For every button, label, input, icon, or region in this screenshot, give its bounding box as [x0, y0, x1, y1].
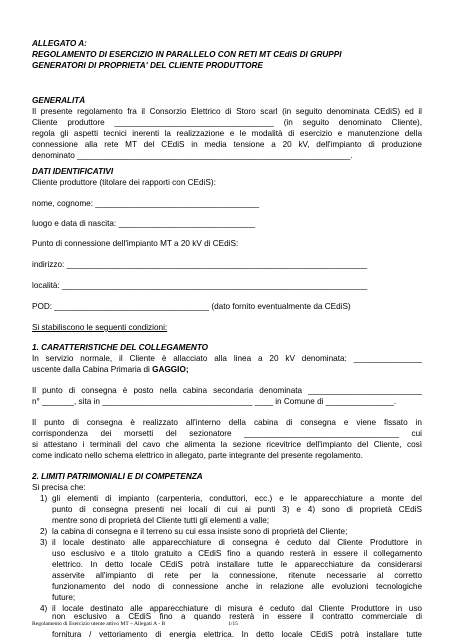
paragraph-line: Si precisa che: [32, 483, 86, 492]
cabina-primaria-name: GAGGIO; [152, 365, 189, 374]
paragraph-line [32, 365, 422, 375]
stabilisce-line [32, 323, 422, 333]
list-item-line: future; [52, 593, 76, 602]
list-item-line: mentre sono di proprietà del Cliente tutti gli elementi a valle; [52, 516, 270, 525]
list-item-line: il locale destinato alle apparecchiature di consegna è ceduto dal Cliente Produttore in [52, 538, 422, 547]
stabilisce-text: Si stabiliscono le seguenti condizioni: [32, 323, 168, 332]
luogo-field: luogo e data di nascita: ______________________________ [32, 219, 256, 228]
paragraph-line: Il presente regolamento fra il Consorzio Elettrico di Storo scarl (in seguito denominata CEdiS) ed il [32, 107, 422, 116]
list-item-line: punto di consegna presenti nei locali di cui ai punti 3) e 4) sono di proprietà CEdiS [52, 505, 422, 514]
section-heading-1: 1. CARATTERISTICHE DEL COLLEGAMENTO [32, 343, 209, 352]
indirizzo-field: indirizzo: __________________________________________________________________ [32, 260, 368, 269]
list-item-line: asservite all'impianto di rete per la connessione, ritenute necessarie al corretto [52, 571, 422, 580]
section-heading-dati: DATI IDENTIFICATIVI [32, 167, 114, 176]
paragraph-line: Il punto di consegna è realizzato all'interno della cabina di consegna e viene fissato in [32, 418, 422, 427]
paragraph-line: regola gli aspetti tecnici inerenti la realizzazione e le modalità di esercizio e manutenzione della [32, 129, 422, 138]
paragraph-line: Il punto di consegna è posto nella cabina secondaria denominata _________________________ [32, 386, 422, 395]
list-item-number: 4) [40, 604, 48, 613]
section-heading-2: 2. LIMITI PATRIMONIALI E DI COMPETENZA [32, 472, 203, 481]
title-line-1: ALLEGATO A: [32, 39, 87, 48]
footer-document-title: Regolamento di Esercizio utente attivo MT – Allegati A - B [32, 621, 166, 627]
list-item-line: gli elementi di impianto (carpenteria, conduttori, ecc.) e le apparecchiature a monte del [52, 494, 422, 503]
list-item-line: la cabina di consegna e il terreno su cui essa insiste sono di proprietà del Cliente; [52, 527, 348, 536]
list-item-line: non esclusivo a CEdiS fino a quando resterà in essere il contratto commerciale di [52, 613, 422, 621]
footer-page-number: 1/15 [228, 621, 238, 627]
section-heading-generalita: GENERALITÀ [32, 96, 86, 105]
cabina-primaria-label: uscente dalla Cabina Primaria di [32, 365, 153, 374]
paragraph-line: corrispondenza dei morsetti del sezionatore __________________________________ cui [32, 429, 422, 438]
list-item-line: fornitura / vettoriamento di energia elettrica. In detto locale CEdiS potrà installare tutte [52, 631, 422, 639]
list-item-number: 2) [40, 527, 48, 536]
nome-field: nome, cognome: ____________________________________ [32, 199, 260, 208]
paragraph-line: In servizio normale, il Cliente è allacciato alla linea a 20 kV denominata: _______________ [32, 354, 422, 363]
title-line-3: GENERATORI DI PROPRIETA' DEL CLIENTE PRODUTTORE [32, 61, 263, 70]
list-item-line: uso esclusivo e a titolo gratuito a CEdiS fino a quando resterà in essere il collegamento [52, 549, 422, 558]
title-line-2: REGOLAMENTO DI ESERCIZIO IN PARALLELO CON RETI MT CEdiS DI GRUPPI [32, 50, 342, 59]
punto-connessione-label: Punto di connessione dell'impianto MT a 20 kV di CEdiS: [32, 239, 239, 248]
paragraph-line: come indicato nello schema elettrico in allegato, parte integrante del presente regolamento. [32, 451, 363, 460]
list-item-line: il locale destinato alle apparecchiature di misura è ceduto dal Cliente Produttore in uso [52, 604, 422, 613]
pod-field: POD: __________________________________ (dato fornito eventualmente da CEdiS) [32, 302, 351, 311]
paragraph-line: denominato ____________________________________________________________. [32, 151, 353, 160]
paragraph-line: n° _______, sita in _________________________________ ____ in Comune di _______________. [32, 397, 397, 406]
cliente-label: Cliente produttore (titolare dei rapporti con CEdiS): [32, 178, 216, 187]
page-footer [32, 621, 422, 628]
list-item-line: funzionamento del nodo di connessione anche in relazione alle evoluzioni tecnologiche [52, 582, 422, 591]
paragraph-line: connessione alla rete MT del CEdiS in media tensione a 20 kV, dell'impianto di produzione [32, 140, 422, 149]
localita-field: località: ___________________________________________________________________ [32, 281, 368, 290]
paragraph-line: si attestano i terminali del cavo che alimenta la sezione ricevitrice dell'impianto del Cliente, così [32, 440, 422, 449]
list-item-line: elettrico. In detto locale CEdiS potrà installare tutte le apparecchiature da considerarsi [52, 560, 422, 569]
list-item-number: 3) [40, 538, 48, 547]
paragraph-line: Cliente produttore ___________________________________ (in seguito denominato Cliente), [32, 118, 422, 127]
list-item-number: 1) [40, 494, 48, 503]
